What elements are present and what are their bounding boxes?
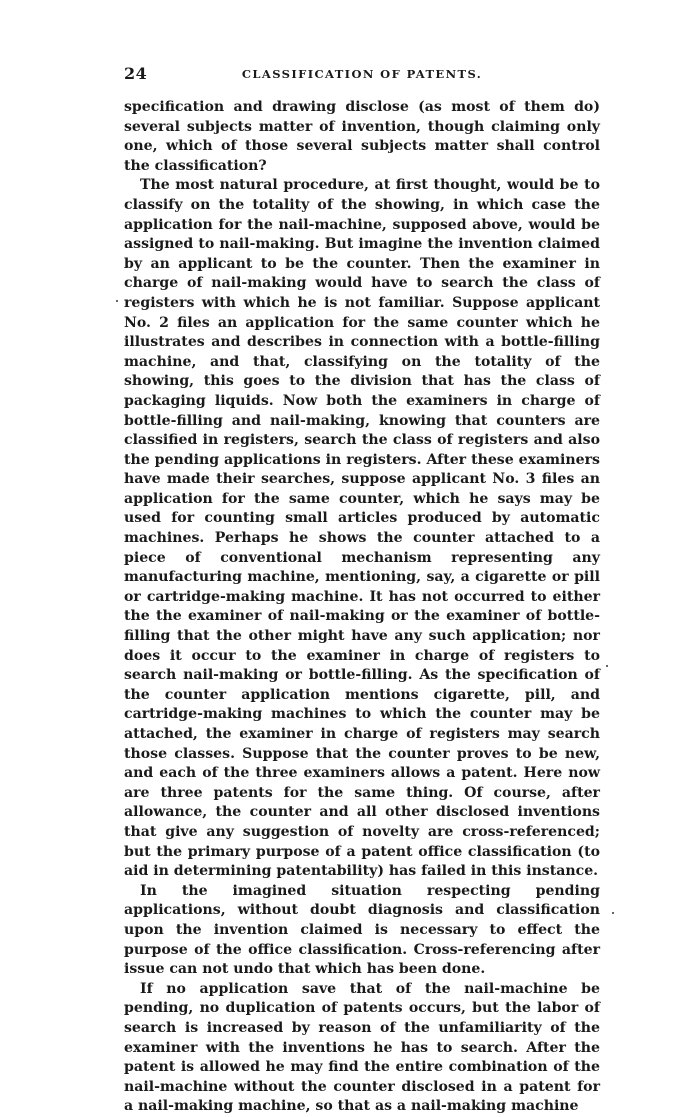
page-number: 24 <box>124 64 148 83</box>
body-text <box>124 98 600 1117</box>
margin-speck <box>116 300 118 302</box>
paragraph-continued: specification and drawing disclose (as most of them do) several subjects matter of invention, though claiming only one, which of those several subjects matter shall control the classification? <box>124 99 600 174</box>
paragraph: If no application save that of the nail-machine be pending, no duplication of patents occurs, but the labor of search is increased by reason of the unfamiliarity of the examiner with the inventions he has to search. After the patent is allowed he may find the entire combination of the nail-machine without the counter disclosed in a patent for a nail-making machine, so that as a nail-making machine <box>124 980 600 1115</box>
margin-speck <box>606 665 608 667</box>
margin-speck <box>612 912 614 914</box>
paragraph: In the imagined situation respecting pending applications, without doubt diagnosis and classification upon the invention claimed is necessary to effect the purpose of the office classification. Cross-referencing after issue can not undo that which has been done. <box>124 882 600 978</box>
paragraph: The most natural procedure, at first thought, would be to classify on the totality of the showing, in which case the application for the nail-machine, supposed above, would be assigned to nail-making. But imagine the invention claimed by an applicant to be the counter. Then the examiner in charge of nail-making would have to search the class of registers with which he is not familiar. Suppose applicant No. 2 files an application for the same counter which he illustrates and describes in connection with a bottle-filling machine, and that, classifying on the totality of the showing, this goes to the division that has the class of packaging liquids. Now both the examiners in charge of bottle-filling and nail-making, knowing that counters are classified in registers, search the class of registers and also the pending applications in registers. After these examiners have made their searches, suppose applicant No. 3 files an application for the same counter, which he says may be used for counting small articles produced by automatic machines. Perhaps he shows the counter attached to a piece of conventional mechanism representing any manufacturing machine, mentioning, say, a cigarette or pill or cartridge-making machine. It has not occurred to either the the examiner of nail-making or the examiner of bottle-filling that the other might have any such application; nor does it occur to the examiner in charge of registers to search nail-making or bottle-filling. As the specification of the counter application mentions cigarette, pill, and cartridge-making machines to which the counter may be attached, the examiner in charge of registers may search those classes. Suppose that the counter proves to be new, and each of the three examiners allows a patent. Here now are three patents for the same thing. Of course, after allowance, the counter and all other disclosed inventions that give any suggestion of novelty are cross-referenced; but the primary purpose of a patent office classification (to aid in determining patentability) has failed in this instance. <box>124 177 600 880</box>
running-title: CLASSIFICATION OF PATENTS. <box>241 67 483 81</box>
running-head <box>124 64 600 86</box>
